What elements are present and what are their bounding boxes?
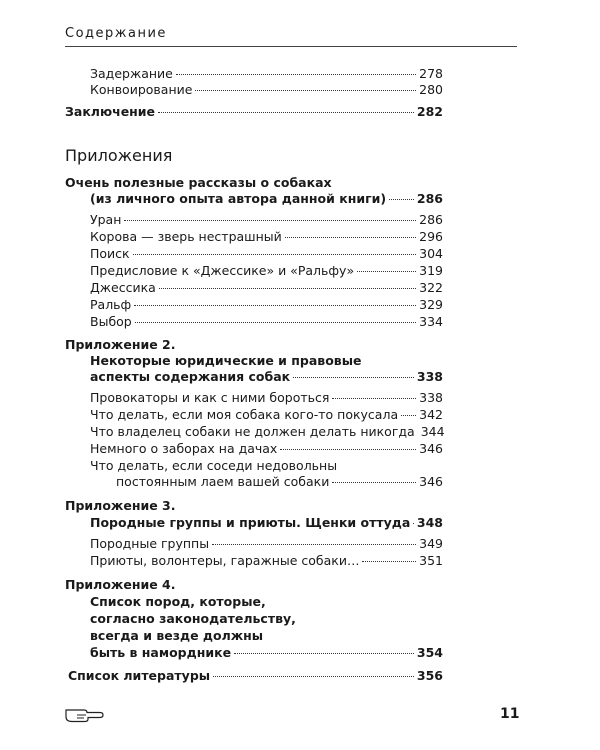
appendix2-label[interactable]: Приложение 2. bbox=[65, 337, 176, 352]
toc-entry-page: 329 bbox=[419, 297, 443, 312]
toc-entry[interactable] bbox=[90, 515, 443, 531]
toc-entry[interactable] bbox=[90, 441, 443, 457]
toc-entry[interactable] bbox=[90, 66, 443, 82]
toc-entry[interactable] bbox=[90, 369, 443, 385]
appendix4-label[interactable]: Приложение 4. bbox=[65, 577, 176, 592]
toc-entry-page: 344 bbox=[420, 424, 445, 439]
toc-entry[interactable] bbox=[90, 263, 443, 279]
toc-entry-page: 346 bbox=[419, 441, 443, 456]
toc-entry[interactable] bbox=[90, 407, 443, 423]
appendix4-title-line[interactable]: Список пород, которые, bbox=[90, 594, 266, 609]
toc-entry-page: 286 bbox=[416, 191, 443, 206]
toc-entry-title: (из личного опыта автора данной книги) bbox=[90, 191, 387, 206]
leader-dots bbox=[158, 112, 414, 113]
appendix2-title-line[interactable]: Некоторые юридические и правовые bbox=[90, 353, 362, 368]
pointing-hand-icon bbox=[64, 704, 104, 728]
header-rule bbox=[65, 46, 517, 47]
leader-dots bbox=[285, 237, 416, 238]
toc-entry[interactable] bbox=[90, 424, 443, 440]
toc-entry-page: 304 bbox=[419, 246, 443, 261]
toc-entry-title: аспекты содержания собак bbox=[90, 369, 291, 384]
leader-dots bbox=[357, 271, 416, 272]
toc-entry-page: 322 bbox=[419, 280, 443, 295]
leader-dots bbox=[332, 398, 416, 399]
leader-dots bbox=[124, 220, 416, 221]
toc-entry-page: 319 bbox=[419, 263, 443, 278]
toc-entry[interactable] bbox=[90, 280, 443, 296]
toc-entry-page: 286 bbox=[419, 212, 443, 227]
leader-dots bbox=[133, 254, 417, 255]
leader-dots bbox=[134, 305, 416, 306]
toc-entry-page: 334 bbox=[419, 314, 443, 329]
toc-entry[interactable] bbox=[90, 553, 443, 569]
toc-entry-title: Список литературы bbox=[68, 668, 211, 683]
toc-entry-title: Конвоирование bbox=[90, 82, 193, 97]
leader-dots bbox=[293, 377, 414, 378]
toc-entry[interactable] bbox=[90, 191, 443, 207]
toc-entry-page: 278 bbox=[419, 66, 443, 81]
leader-dots bbox=[332, 482, 416, 483]
leader-dots bbox=[362, 561, 416, 562]
toc-entry-title: Породные группы bbox=[90, 536, 210, 551]
toc-entry-page: 354 bbox=[416, 645, 443, 660]
toc-entry-page: 346 bbox=[419, 474, 443, 489]
toc-entry[interactable] bbox=[90, 82, 443, 98]
toc-entry-title-line[interactable]: Что делать, если соседи недовольны bbox=[90, 458, 338, 473]
toc-entry-title: постоянным лаем вашей собаки bbox=[116, 474, 330, 489]
leader-dots bbox=[159, 288, 416, 289]
leader-dots bbox=[389, 199, 414, 200]
toc-entry[interactable] bbox=[90, 390, 443, 406]
leader-dots bbox=[135, 322, 416, 323]
toc-entry[interactable] bbox=[90, 212, 443, 228]
toc-entry-title: Джессика bbox=[90, 280, 156, 295]
toc-entry[interactable] bbox=[90, 314, 443, 330]
toc-entry-page: 280 bbox=[419, 82, 443, 97]
toc-entry-page: 356 bbox=[416, 668, 443, 683]
toc-entry-title: Ральф bbox=[90, 297, 132, 312]
toc-entry-page: 296 bbox=[419, 229, 443, 244]
toc-entry-title: Немного о заборах на дачах bbox=[90, 441, 278, 456]
toc-entry-page: 338 bbox=[419, 390, 443, 405]
toc-conclusion[interactable] bbox=[65, 104, 443, 120]
toc-entry[interactable] bbox=[90, 246, 443, 262]
appendices-title: Приложения bbox=[65, 146, 173, 165]
toc-entry-page: 342 bbox=[419, 407, 443, 422]
appendix4-title-line[interactable]: всегда и везде должны bbox=[90, 628, 264, 643]
toc-entry-title: Выбор bbox=[90, 314, 132, 329]
leader-dots bbox=[212, 544, 416, 545]
toc-entry-title: быть в наморднике bbox=[90, 645, 232, 660]
toc-entry-title: Провокаторы и как с ними бороться bbox=[90, 390, 330, 405]
leader-dots bbox=[401, 415, 416, 416]
toc-entry-title: Приюты, волонтеры, гаражные собаки… bbox=[90, 553, 360, 568]
toc-entry[interactable] bbox=[90, 229, 443, 245]
leader-dots bbox=[280, 449, 416, 450]
toc-entry-title: Заключение bbox=[65, 104, 156, 119]
appendix3-label[interactable]: Приложение 3. bbox=[65, 498, 176, 513]
toc-entry-title: Поиск bbox=[90, 246, 130, 261]
toc-entry-title: Корова — зверь нестрашный bbox=[90, 229, 282, 244]
page-number: 11 bbox=[500, 706, 520, 722]
leader-dots bbox=[234, 653, 414, 654]
toc-entry-title: Что делать, если моя собака кого-то покусала bbox=[90, 407, 399, 422]
toc-entry-title: Что владелец собаки не должен делать никогда bbox=[90, 424, 415, 439]
toc-entry[interactable] bbox=[90, 645, 443, 661]
toc-entry-page: 349 bbox=[419, 536, 443, 551]
appendix4-title-line[interactable]: согласно законодательству, bbox=[90, 611, 296, 626]
toc-entry-page: 348 bbox=[416, 515, 443, 530]
toc-entry-page: 351 bbox=[419, 553, 443, 568]
toc-entry[interactable] bbox=[90, 536, 443, 552]
toc-entry-page: 282 bbox=[416, 104, 443, 119]
leader-dots bbox=[413, 523, 414, 524]
toc-entry-title: Уран bbox=[90, 212, 122, 227]
toc-entry-title: Предисловие к «Джессике» и «Ральфу» bbox=[90, 263, 355, 278]
toc-entry-title: Породные группы и приюты. Щенки оттуда bbox=[90, 515, 411, 530]
leader-dots bbox=[213, 676, 414, 677]
running-header: Содержание bbox=[65, 26, 167, 41]
toc-entry[interactable] bbox=[116, 474, 443, 490]
toc-entry-page: 338 bbox=[416, 369, 443, 384]
leader-dots bbox=[195, 90, 416, 91]
toc-entry[interactable] bbox=[90, 297, 443, 313]
leader-dots bbox=[176, 74, 416, 75]
stories-heading[interactable]: Очень полезные рассказы о собаках bbox=[65, 175, 332, 190]
toc-bibliography[interactable] bbox=[68, 668, 443, 684]
toc-entry-title: Задержание bbox=[90, 66, 173, 81]
